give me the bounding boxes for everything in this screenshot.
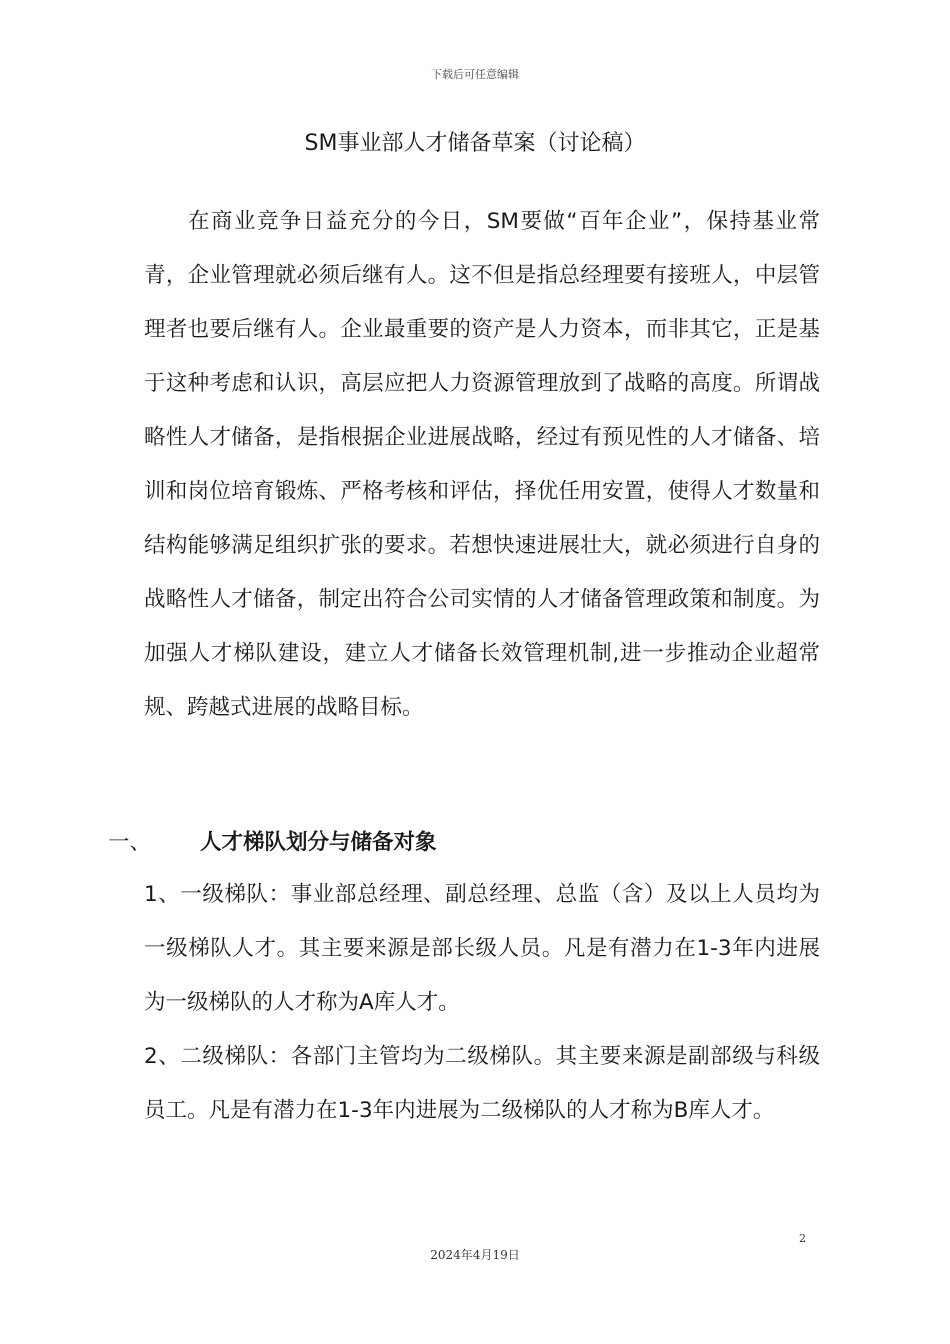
document-title: SM事业部人才储备草案（讨论稿）: [304, 131, 646, 156]
section-number: 一、: [108, 830, 152, 855]
section-heading: [108, 822, 808, 864]
list-item: 1、一级梯队：事业部总经理、副总经理、总监（含）及以上人员均为一级梯队人才。其主要来源是部长级人员。凡是有潜力在1-3年内进展为一级梯队的人才称为A库人才。: [144, 882, 820, 1015]
intro-paragraph: 在商业竞争日益充分的今日，SM要做“百年企业”，保持基业常青，企业管理就必须后继有人。这不但是指总经理要有接班人，中层管理者也要后继有人。企业最重要的资产是人力资本，而非其它，正是基于这种考虑和认识，高层应把人力资源管理放到了战略的高度。所谓战略性人才储备，是指根据企业进展战略，经过有预见性的人才储备、培训和岗位培育锻炼、严格考核和评估，择优任用安置，使得人才数量和结构能够满足组织扩张的要求。若想快速进展壮大，就必须进行自身的战略性人才储备，制定出符合公司实情的人才储备管理政策和制度。为加强人才梯队建设，建立人才储备长效管理机制,进一步推动企业超常规、跨越式进展的战略目标。: [144, 209, 820, 720]
footer-date: 2024年4月19日: [430, 1248, 520, 1262]
header-note: 下载后可任意编辑: [431, 68, 519, 81]
page-number: 2: [799, 1232, 806, 1245]
section-title: 人才梯队划分与储备对象: [200, 830, 437, 855]
list-item: 2、二级梯队：各部门主管均为二级梯队。其主要来源是副部级与科级员工。凡是有潜力在1-3年内进展为二级梯队的人才称为B库人才。: [144, 1044, 820, 1123]
